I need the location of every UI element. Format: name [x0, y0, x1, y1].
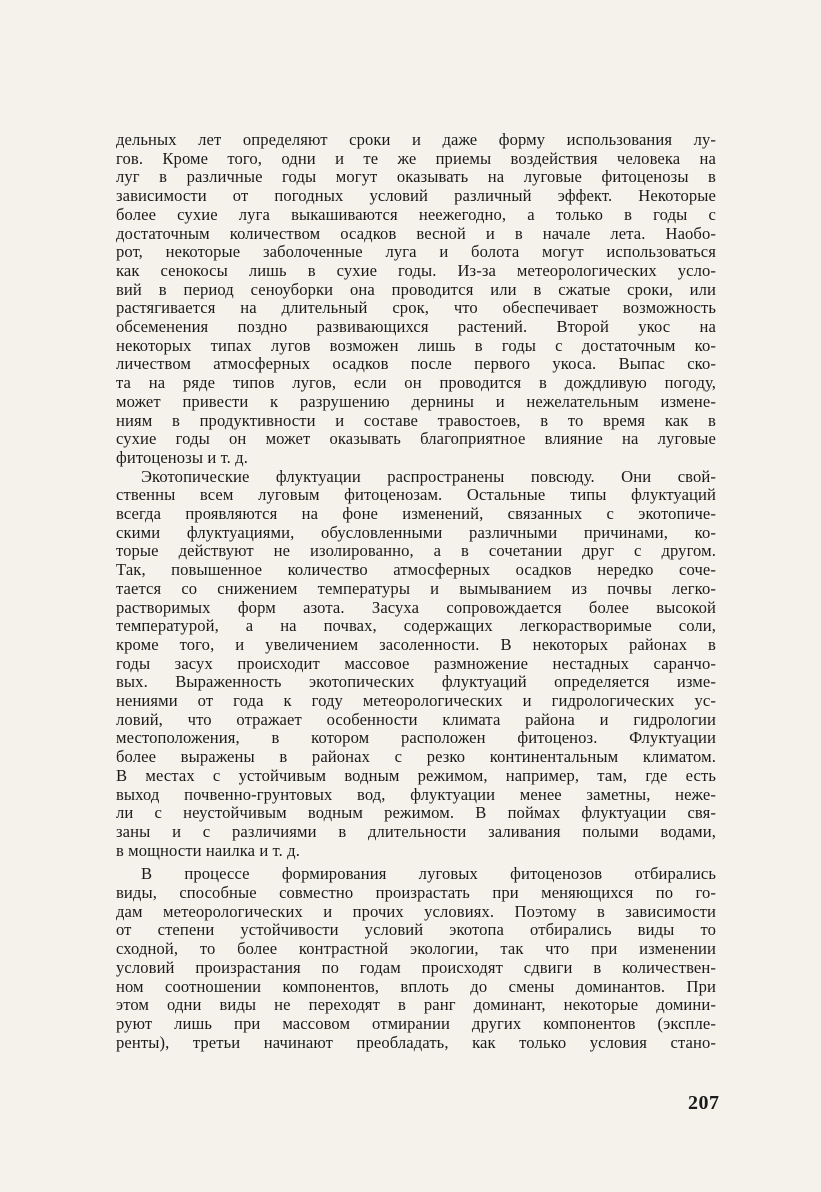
text-line: обсеменения поздно развивающихся растений. Второй укос на — [116, 317, 716, 336]
text-line: температурой, а на почвах, содержащих легкорастворимые соли, — [116, 616, 716, 636]
text-line: ли с неустойчивым водным режимом. В поймах флуктуации свя- — [116, 803, 716, 823]
text-line: растягивается на длительный срок, что обеспечивает возможность — [116, 298, 716, 318]
text-line: вых. Выраженность экотопических флуктуаций определяется изме- — [116, 672, 716, 692]
text-line: ственны всем луговым фитоценозам. Остальные типы флуктуаций — [116, 485, 716, 505]
text-line: ном соотношении компонентов, вплоть до смены доминантов. При — [116, 976, 716, 996]
text-line: более выражены в районах с резко континентальным климатом. — [116, 747, 716, 767]
text-line: скими флуктуациями, обусловленными различными причинами, ко- — [116, 522, 716, 542]
text-line: всегда проявляются на фоне изменений, связанных с экотопиче- — [116, 504, 716, 523]
text-line: более сухие луга выкашиваются неежегодно, а только в годы с — [116, 204, 716, 224]
text-line: В процессе формирования луговых фитоценозов отбирались — [141, 864, 716, 884]
text-line: руют лишь при массовом отмирании других компонентов (экспле- — [116, 1013, 716, 1033]
text-line: дельных лет определяют сроки и даже форму использования лу- — [116, 130, 716, 149]
text-line: ловий, что отражает особенности климата района и гидрологии — [116, 709, 716, 729]
text-line: кроме того, и увеличением засоленности. В некоторых районах в — [116, 634, 716, 654]
page-number: 207 — [688, 1092, 720, 1114]
text-line: ренты), третьи начинают преобладать, как только условия стано- — [116, 1032, 716, 1052]
text-line: в мощности наилка и т. д. — [116, 840, 300, 860]
text-line: гов. Кроме того, одни и те же приемы воздействия человека на — [116, 148, 716, 168]
text-line: фитоценозы и т. д. — [116, 447, 248, 467]
text-line: Так, повышенное количество атмосферных осадков нередко соче- — [116, 560, 716, 580]
text-line: достаточным количеством осадков весной и в начале лета. Наобо- — [116, 223, 716, 243]
text-line: местоположения, в котором расположен фитоценоз. Флуктуации — [116, 728, 716, 748]
text-line: условий произрастания по годам происходят сдвиги в количествен- — [116, 957, 716, 977]
text-line: сходной, то более контрастной экологии, так что при изменении — [116, 939, 716, 959]
text-line: личеством атмосферных осадков после первого укоса. Выпас ско- — [116, 354, 716, 374]
text-line: торые действуют не изолированно, а в сочетании друг с другом. — [116, 541, 716, 561]
text-line: дам метеорологических и прочих условиях. Поэтому в зависимости — [116, 901, 716, 921]
text-line: этом одни виды не переходят в ранг доминант, некоторые домини- — [116, 995, 716, 1015]
text-line: растворимых форм азота. Засуха сопровождается более высокой — [116, 597, 716, 617]
text-line: зависимости от погодных условий различный эффект. Некоторые — [116, 186, 716, 206]
text-line: В местах с устойчивым водным режимом, например, там, где есть — [116, 765, 716, 785]
text-line: ниям в продуктивности и составе травостоев, в то время как в — [116, 410, 716, 430]
text-line: заны и с различиями в длительности заливания полыми водами, — [116, 821, 716, 841]
text-line: тается со снижением температуры и вымыванием из почвы легко- — [116, 578, 716, 598]
text-line: нениями от года к году метеорологических и гидрологических ус- — [116, 691, 716, 710]
text-line: некоторых типах лугов возможен лишь в годы с достаточным ко- — [116, 335, 716, 355]
text-line: выход почвенно-грунтовых вод, флуктуации менее заметны, неже- — [116, 784, 716, 804]
text-line: вий в период сеноуборки она проводится или в сжатые сроки, или — [116, 279, 716, 299]
text-line: рот, некоторые заболоченные луга и болота могут использоваться — [116, 242, 716, 262]
text-line: может привести к разрушению дернины и нежелательным измене- — [116, 391, 716, 411]
text-line: Экотопические флуктуации распространены повсюду. Они свой- — [141, 466, 716, 486]
text-line: виды, способные совместно произрастать при меняющихся по го- — [116, 883, 716, 902]
text-line: от степени устойчивости условий экотопа отбирались виды то — [116, 920, 716, 940]
text-line: как сенокосы лишь в сухие годы. Из-за метеорологических усло- — [116, 260, 716, 280]
text-line: сухие годы он может оказывать благоприятное влияние на луговые — [116, 429, 716, 449]
text-line: та на ряде типов лугов, если он проводится в дождливую погоду, — [116, 373, 716, 393]
text-line: годы засух происходит массовое размножение нестадных саранчо- — [116, 653, 716, 673]
text-line: луг в различные годы могут оказывать на луговые фитоценозы в — [116, 167, 716, 187]
